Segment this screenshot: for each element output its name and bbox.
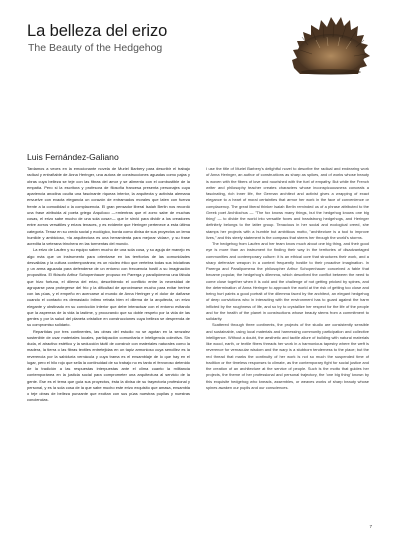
author-name: Luis Fernández-Galiano — [27, 152, 119, 162]
paragraph: La erizo de Laufen y su equipo saben mucho de una sola cosa, y su aguja de manejo es algo más que un instrumento para orientarse en los territorios de las comunidades desvalidas y la cultura contemporánea; es un núcleo ético que vertebra todas sus iniciativas y un arma aguzada para defenderse de un entorno con frecuencia hostil a su imaginación propositiva. El filósofo Arthur Schopenhauer propuso en Parerga y paralipómena una fábula que hizo fortuna, el dilema del erizo, describiendo el conflicto entre la necesidad de agruparse para protegerse del frío y la dificultad de aproximarse mucho para evitar herirse con las púas, y el empeño en acercarse al mundo de Anna Heringer y el dolor de dañarse cuando el contacto es demasiado íntimo retrata bien el dilema de la arquitecta, un erizo elegante y obstinado en su convicción interior que debe interactuar con el entorno evitando que la aspereza de la vida la lastime, y procurando que su doble respeto por la vida de las gentes y por la salud del planeta cristalice en construcciones cuya belleza se desprenda de su compromiso solidario. — [27, 247, 190, 328]
paragraph: I use the title of Muriel Barbery's delightful novel to describe the radical and endearing work of Anna Heringer, an author of constructions as sharp as spikes, and of works whose beauty is woven with the fibers of love and nourished with the fuel of empathy. But while the French writer and philosophy teacher creates characters whose inconspicuousness conceals a fascinating, rich inner life, the German architect and activist gives a wrapping of exact elegance to a heart of moral certainties that armor her work in the face of convenience or complacency. The great liberal thinker Isaiah Berlin reminded us of a phrase attributed to the Greek poet Archilochus — "The fox knows many things, but the hedgehog knows one big thing" — to divide the world into versatile foxes and headstrong hedgehogs, and Heringer definitely belongs to the latter group. Tenacious in her social and ecological creed, she stamps her projects with a humble but ambitious motto, "architecture is a tool to improve lives," and this steely statement is the compass that steers her through the world's storms. — [206, 166, 369, 240]
page-subtitle: The Beauty of the Hedgehog — [28, 42, 163, 54]
english-column — [206, 166, 369, 391]
hedgehog-photo — [288, 10, 376, 80]
hedgehog-body — [297, 34, 365, 74]
paragraph: The hedgehog from Laufen and her team know much about one big thing, and their good eye is more than an instrument for finding their way in the territories of disadvantaged communities and contemporary culture: it is an ethical core that structures their work, and a sharp defensive weapon in a context frequently hostile to their proactive imagination. In Parerga and Paralipomena the philosopher Arthur Schopenhauer conceived a fable that became popular, the hedgehog's dilemma, which described the conflict between the need to come close together when it is cold and the challenge of not getting pricked by spines, and the determination of Anna Heringer to approach the world at the risk of getting too close and being hurt paints a good portrait of the dilemma faced by the architect, an elegant hedgehog of deep convictions who in interacting with the environment has to guard against the harm inflicted by the roughness of life, and so try to crystallize her respect for the life of the people and for the health of the planet in constructions whose beauty stems from a commitment to solidarity. — [206, 241, 369, 321]
paragraph: Scattered through three continents, the projects of the studio are consistently sensible and sustainable, using local materials and harnessing community participation and collective intelligence. Without a doubt, the aesthetic and tactile allure of building with natural materials like wood, earth, or textile fibers threads her work in a harmonious tapestry where the weft is reverence for vernacular wisdom and the warp is a stubborn tenderness to the place; but the red thread that marks the continuity of her work is not so much the suspended time of tradition or the timeless responses to climate, as the contemporary fight for social justice and the creation of an architecture at the service of people. Such is the motto that guides her projects, the theme of her professional and personal trajectory, the 'one big thing' known by this exquisite hedgehog who kneads, assembles, or weaves works of sharp beauty whose spines awaken our pupils and our consciences. — [206, 322, 369, 390]
paragraph: Repartidas por tres continentes, las obras del estudio no se agotan en la senzalez sostenible de usar materiales locales, participación comunitaria e inteligencia colectiva. Sin duda, el atractivo estético y la seducción táctil de construir con materiales naturales como la madera, la tierra o las fibras textiles entretejidas en un tapiz armonioso cuya sencillez es la reverencia por la sabiduría vernácula y cuya trama es el ensamblaje de lo que hay en el lugar, pero el hilo rojo que sella la continuidad de su trabajo no es tanto el fervoroso detenido de la tradición a las respuestas interpuestas ante el clima cuanto la militancia contemporánea en la justicia social para comprometer una arquitectura al servicio de la gente. Ese es el tema que guía sus proyectos, ésta la divisa de su trayectoria profesional y personal, y es la sola cosa de la que sabe mucho este erizo exquisito que amasa, ensambla o teje obras de belleza punzante que excitan con sus púas nuestras pupilas y nuestras conciencias. — [27, 328, 190, 403]
paragraph: Tardamos a veces en la emocionante novela de Muriel Barbery para describir el trabajo radical y entrañable de Anna Heringer, una autora de construcciones aguadas como pajas y obras cuya belleza se teje con las fibras del amor y se alimenta con el combustible de la empatía. Pero si la escritora y profesora de filosofía francesa presenta personajes cuya apariencia anodina oculta una fascinante riqueza interior, la arquitecta y activista alemana envuelve con exacta elegancia un corazón de entramados morales que laten con fuerza frente a la comodidad o la complacencia. El gran pensador liberal Isaiah Berlin nos recordó una frase atribuida al poeta griego Arquíloco —«mientras que el zorro sabe de muchas cosas, el erizo sabe mucho de una sola cosa»— que le sirvió para dividir a los creadores entre zorros versátiles y erizos tenaces, y es evidente que Heringer pertenece a esta última categoría. Tenaz en su credo social y ecológico, borda como divisa de sus proyectos un lema humilde y ambicioso, «la arquitectura es una herramienta para mejorar vidas», y su frase acredita la veterana trinchera en las tormentas del mundo. — [27, 166, 190, 246]
page-number: 7 — [369, 524, 372, 529]
page-title: La belleza del erizo — [27, 22, 168, 40]
spanish-column — [27, 166, 190, 404]
